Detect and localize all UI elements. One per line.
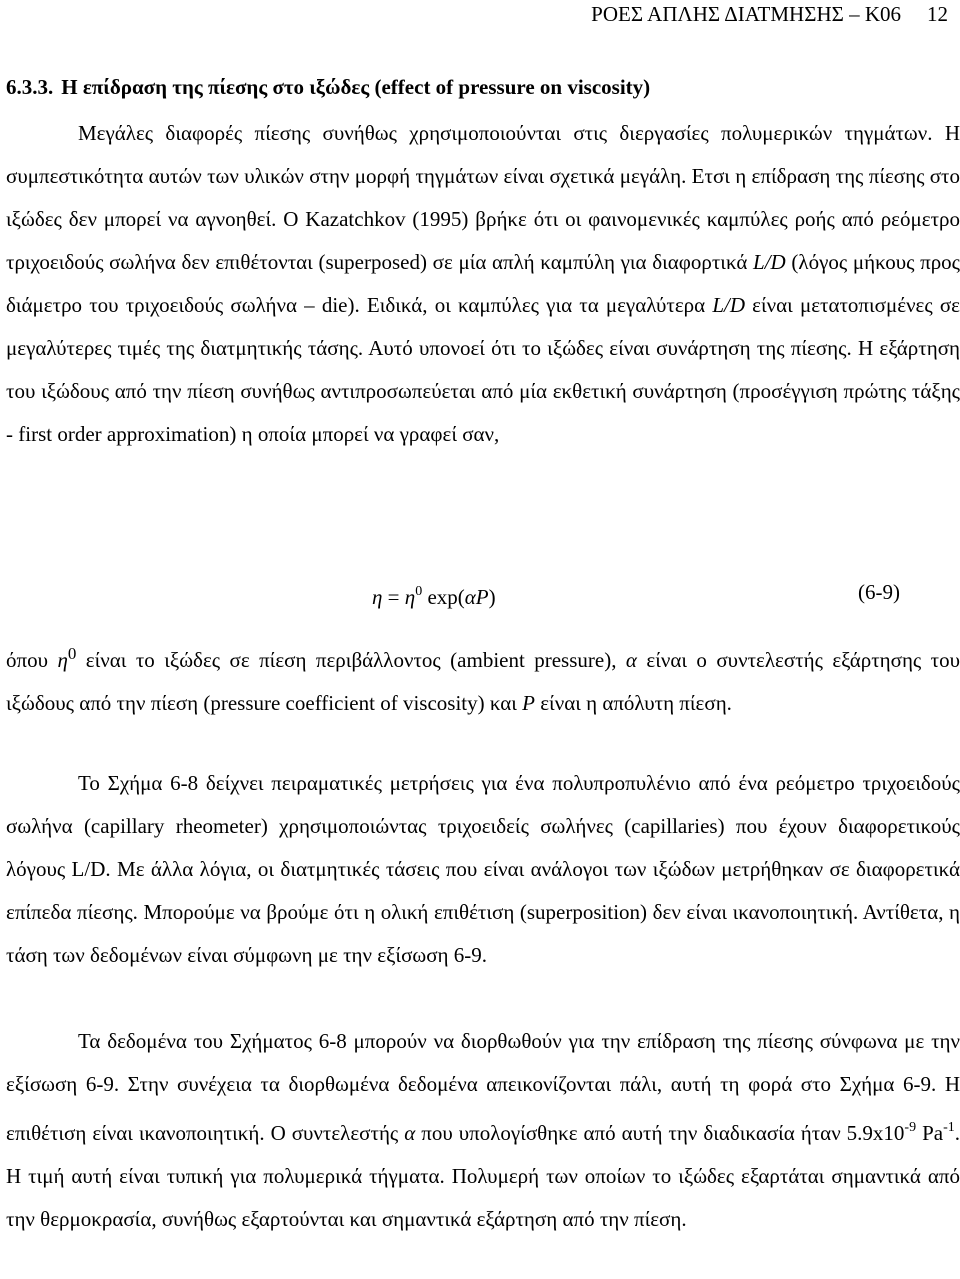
pressure-symbol: P [475,585,489,609]
alpha-symbol: α [404,1121,416,1145]
paragraph-text: είναι η απόλυτη πίεση. [534,691,732,715]
equation-formula [372,570,496,619]
closing-paren: ) [488,585,496,609]
page-number: 12 [927,2,948,26]
paragraph-text: . Η τιμή αυτή είναι τυπική για πολυμερικά τήγματα. Πολυμερή των οποίων το ιξώδες εξαρτάται σημαντικά από την θερμοκρασία, συνήθως εξαρτούνται και σημαντικά εξάρτηση από την πίεση. [6,1121,960,1231]
unit-text: Pa [916,1121,944,1145]
paragraph-intro [6,112,960,456]
ld-ratio-symbol: L/D [712,293,746,317]
eta-symbol: η [404,585,416,609]
eta-symbol: η [372,585,383,609]
equation-6-9 [0,570,960,614]
eta-symbol: η [57,648,68,672]
alpha-symbol: α [625,648,637,672]
paragraph-figure-6-9 [6,1020,960,1241]
running-header [591,0,948,28]
paragraph-text: Τα δεδομένα του Σχήματος 6-8 μπορούν να διορθωθούν για την επίδραση της πίεσης σύνφωνα με την εξίσωση 6-9. Στην συνέχεια τα διορθωμένα δεδομένα απεικονίζονται πάλι, αυτή τη φορά στο Σχήμα 6-9. Η επιθέτιση είναι ικανοποιητική. Ο συντελεστής [6,1029,960,1145]
exponent-superscript: -9 [904,1120,917,1135]
paragraph-figure-6-8: Το Σχήμα 6-8 δείχνει πειραματικές μετρήσεις για ένα πολυπροπυλένιο από ένα ρεόμετρο τριχοειδούς σωλήνα (capillary rheometer) χρησιμοποιώντας τριχοειδείς σωλήνες (capillaries) που έχουν διαφορετικούς λόγους L/D. Με άλλα λόγια, οι διατμητικές τάσεις που είναι ανάλογοι των ιξώδων μετρήθηκαν σε διαφορετικά επίπεδα πίεσης. Μπορούμε να βρούμε ότι η ολική επιθέτιση (superposition) δεν είναι ικανοποιητική. Αντίθετα, η τάση των δεδομένων είναι σύμφωνη με την εξίσωση 6-9. [6,771,960,967]
paragraph-text: (λόγος μήκους προς διάμετρο του τριχοειδούς σωλήνα – die). Ειδικά, οι καμπύλες για τα μεγαλύτερα [6,250,960,317]
running-title: ΡΟΕΣ ΑΠΛΗΣ ΔΙΑΤΜΗΣΗΣ – Κ06 [591,2,901,26]
exp-function: exp( [422,585,465,609]
section-heading [6,70,650,104]
alpha-symbol: α [464,585,476,609]
paragraph-text: είναι το ιξώδες σε πίεση περιβάλλοντος (ambient pressure), [76,648,626,672]
equation-number: (6-9) [858,580,900,604]
equals-sign: = [382,585,405,609]
exponent-superscript: -1 [943,1120,955,1135]
paragraph-text: είναι ο συντελεστής εξάρτησης του ιξώδους από την πίεση (pressure coefficient of viscosity) και [6,648,960,715]
eta-zero-superscript: 0 [67,644,77,663]
paragraph-text: που υπολογίσθηκε από αυτή την διαδικασία ήταν 5.9x10 [415,1121,905,1145]
paragraph-definitions [6,632,960,725]
pressure-symbol: P [522,691,535,715]
section-number: 6.3.3. [6,75,54,99]
paragraph-text: Μεγάλες διαφορές πίεσης συνήθως χρησιμοποιούνται στις διεργασίες πολυμερικών τηγμάτων. Η συμπεστικότητα αυτών των υλικών στην μορφή τηγμάτων είναι σχετικά μεγάλη. Ετσι η επίδραση της πίεσης στο ιξώδες δεν μπορεί να αγνοηθεί. Ο Kazatchkov (1995) βρήκε ότι οι φαινομενικές καμπύλες ροής από ρεόμετρο τριχοειδούς σωλήνα δεν επιθέτονται (superposed) σε μία απλή καμπύλη για διαφορτικά [6,121,960,274]
section-title: Η επίδραση της πίεσης στο ιξώδες (effect of pressure on viscosity) [61,75,651,99]
eta-zero-superscript: 0 [415,584,423,599]
paragraph-text: όπου [6,648,58,672]
ld-ratio-symbol: L/D [753,250,786,274]
paragraph-text: είναι μετατοπισμένες σε μεγαλύτερες τιμές της διατμητικής τάσης. Αυτό υπονοεί ότι το ιξώδες είναι συνάρτηση της πίεσης. Η εξάρτηση του ιξώδους από την πίεση συνήθως αντιπροσωπεύεται από μία εκθετική συνάρτηση (προσέγγιση πρώτης τάξης - first order approximation) η οποία μπορεί να γραφεί σαν, [6,293,960,446]
